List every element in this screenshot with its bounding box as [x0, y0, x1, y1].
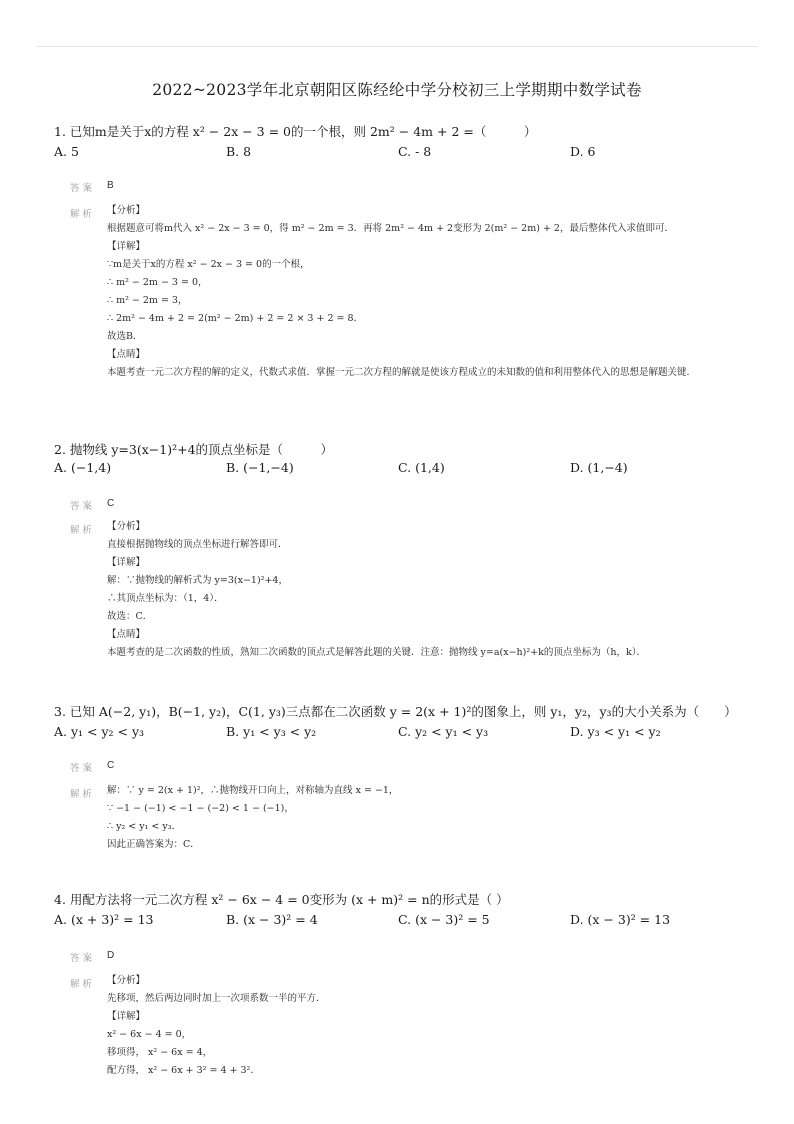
- explanation-line: 先移项，然后两边同时加上一次项系数一半的平方．: [107, 993, 326, 1004]
- analysis-label: 解析: [70, 209, 96, 220]
- page-title: 2022~2023学年北京朝阳区陈经纶中学分校初三上学期期中数学试卷: [152, 81, 642, 99]
- option-b: B. (x − 3)² = 4: [226, 912, 318, 927]
- option-d: D. 6: [570, 144, 596, 159]
- option-b: B. (−1,−4): [226, 460, 294, 475]
- option-c: C. - 8: [398, 144, 432, 159]
- explanation-line: 【详解】: [107, 557, 146, 568]
- option-d: D. (1,−4): [570, 460, 628, 475]
- explanation-line: 【分析】: [107, 975, 146, 986]
- answer-value: C: [107, 498, 115, 509]
- explanation-line: 移项得， x² − 6x = 4，: [107, 1047, 213, 1058]
- explanation-line: 【详解】: [107, 1011, 146, 1022]
- explanation-line: ∴其顶点坐标为：（1，4）．: [107, 593, 224, 604]
- option-b: B. 8: [226, 144, 252, 159]
- answer-value: D: [107, 950, 115, 961]
- explanation-line: 解：∵抛物线的解析式为 y=3(x−1)²+4，: [107, 575, 288, 586]
- question-stem: 1. 已知m是关于x的方程 x² − 2x − 3 = 0的一个根，则 2m² − 4m + 2 =（ ）: [54, 124, 537, 139]
- option-a: A. (−1,4): [54, 460, 112, 475]
- option-a: A. (x + 3)² = 13: [54, 912, 154, 927]
- answer-label: 答案: [70, 183, 96, 194]
- explanation-line: 配方得， x² − 6x + 3² = 4 + 3²．: [107, 1065, 260, 1076]
- answer-value: B: [107, 180, 114, 191]
- option-a: A. y₁ < y₂ < y₃: [54, 724, 145, 739]
- analysis-label: 解析: [70, 789, 96, 800]
- explanation-line: 直接根据抛物线的顶点坐标进行解答即可．: [107, 539, 288, 550]
- option-b: B. y₁ < y₃ < y₂: [226, 724, 317, 739]
- question-stem: 2. 抛物线 y=3(x−1)²+4的顶点坐标是（ ）: [54, 442, 334, 457]
- explanation-line: 解：∵ y = 2(x + 1)²，∴抛物线开口向上，对称轴为直线 x = −1，: [107, 785, 399, 796]
- explanation-line: ∴ 2m² − 4m + 2 = 2(m² − 2m) + 2 = 2 × 3 + 2 = 8．: [107, 313, 364, 324]
- explanation-line: 【点睛】: [107, 629, 146, 640]
- analysis-label: 解析: [70, 979, 96, 990]
- explanation-line: 根据题意可将m代入 x² − 2x − 3 = 0，得 m² − 2m = 3．再将 2m² − 4m + 2变形为 2(m² − 2m) + 2，最后整体代入求值即可．: [107, 223, 674, 234]
- option-d: D. y₃ < y₁ < y₂: [570, 724, 661, 739]
- answer-value: C: [107, 760, 115, 771]
- option-c: C. (1,4): [398, 460, 445, 475]
- question-stem: 3. 已知 A(−2, y₁)，B(−1, y₂)，C(1, y₃)三点都在二次函数 y = 2(x + 1)²的图象上，则 y₁，y₂，y₃的大小关系为（ ）: [54, 704, 737, 719]
- answer-label: 答案: [70, 763, 96, 774]
- explanation-line: ∴ y₂ < y₁ < y₃．: [107, 821, 182, 832]
- explanation: [107, 782, 734, 854]
- explanation: [107, 518, 734, 662]
- explanation-line: 【详解】: [107, 241, 146, 252]
- explanation-line: 因此正确答案为：C．: [107, 839, 200, 850]
- option-c: C. y₂ < y₁ < y₃: [398, 724, 489, 739]
- top-rule: [36, 46, 758, 47]
- explanation-line: 本题考查一元二次方程的解的定义，代数式求值．掌握一元二次方程的解就是使该方程成立的未知数的值和利用整体代入的思想是解题关键．: [107, 367, 697, 378]
- analysis-label: 解析: [70, 525, 96, 536]
- explanation-line: 【分析】: [107, 521, 146, 532]
- explanation-line: 故选B．: [107, 331, 143, 342]
- question-stem: 4. 用配方法将一元二次方程 x² − 6x − 4 = 0变形为 (x + m)² = n的形式是（ ）: [54, 892, 509, 907]
- explanation-line: ∴ m² − 2m = 3，: [107, 295, 188, 306]
- explanation-line: 故选：C．: [107, 611, 153, 622]
- option-c: C. (x − 3)² = 5: [398, 912, 490, 927]
- explanation-line: ∵ −1 − (−1) < −1 − (−2) < 1 − (−1)，: [107, 803, 294, 814]
- explanation: [107, 972, 734, 1080]
- answer-label: 答案: [70, 501, 96, 512]
- explanation-line: ∴ m² − 2m − 3 = 0，: [107, 277, 208, 288]
- explanation-line: ∵m是关于x的方程 x² − 2x − 3 = 0的一个根，: [107, 259, 310, 270]
- explanation-line: 【分析】: [107, 205, 146, 216]
- explanation-line: x² − 6x − 4 = 0，: [107, 1029, 192, 1040]
- answer-label: 答案: [70, 953, 96, 964]
- explanation: [107, 202, 734, 382]
- option-a: A. 5: [54, 144, 79, 159]
- option-d: D. (x − 3)² = 13: [570, 912, 671, 927]
- explanation-line: 本题考查的是二次函数的性质，熟知二次函数的顶点式是解答此题的关键．注意：抛物线 y=a(x−h)²+k的顶点坐标为（h，k）．: [107, 647, 647, 658]
- explanation-line: 【点睛】: [107, 349, 146, 360]
